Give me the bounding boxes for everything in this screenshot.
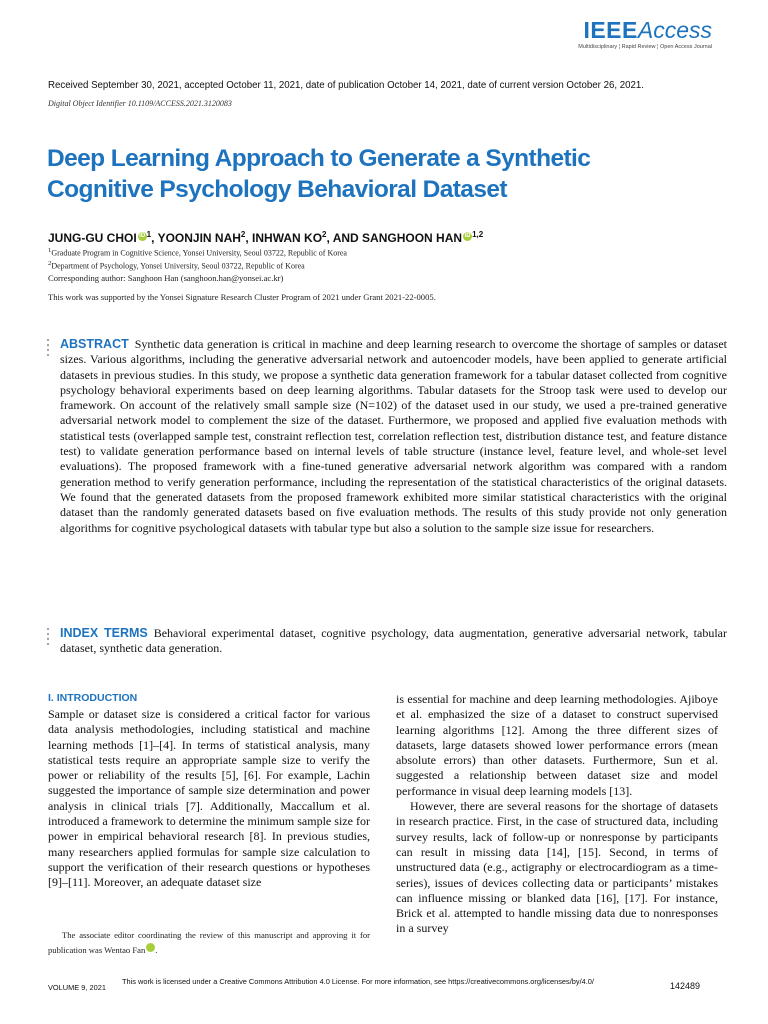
volume-label: VOLUME 9, 2021 [48,983,106,992]
section-heading-introduction: I. INTRODUCTION [48,692,138,704]
corresponding-author: Corresponding author: Sanghoon Han (sanghoon.han@yonsei.ac.kr) [48,273,284,283]
body-paragraph: However, there are several reasons for the shortage of datasets in research practice. First, in the case of structured data, including survey results, lack of follow-up or nonresponse by participants can result in missing data [14], [15]. Second, in terms of unstructured data (e.g., actigraphy or electrocardiogram as a time-series), issues of devices collecting data or participants’ mistakes can influence missing or blanked data [16], [17]. For instance, Brick et al. attempted to handle missing data due to nonresponses in a survey [396,799,718,936]
author-sup: 1,2 [472,230,484,239]
author-name: , INHWAN KO [245,231,323,245]
section-marker-dots [47,339,51,359]
affiliation-text: Department of Psychology, Yonsei University, Seoul 03722, Republic of Korea [51,261,305,271]
affiliation-text: Graduate Program in Cognitive Science, Yonsei University, Seoul 03722, Republic of Korea [51,248,347,258]
paper-title: Deep Learning Approach to Generate a Synthetic Cognitive Psychology Behavioral Dataset [47,145,591,203]
body-paragraph: is essential for machine and deep learning methodologies. Ajiboye et al. emphasized the size of a dataset to construct supervised learning algorithms [12]. Among the three different sizes of datasets, large datasets showed lower performance errors (mean absolute errors) than other datasets. Furthermore, Sun et al. suggested a relationship between dataset size and model performance in visual deep learning models [13]. [396,692,718,798]
orcid-icon[interactable]: iD [139,233,146,239]
funding-note: This work was supported by the Yonsei Signature Research Cluster Program of 2021 under Grant 2021-22-0005. [48,292,436,302]
footnote-text: The associate editor coordinating the review of this manuscript and approving it for publication was Wentao Fan [48,930,370,955]
affiliation-number: 1 [48,247,52,254]
author-name: , AND SANGHOON HAN [326,231,463,245]
logo-tagline: Multidisciplinary ¦ Rapid Review ¦ Open Access Journal [578,44,712,50]
affiliation-item [48,246,347,259]
index-terms [60,626,727,657]
section-marker-dots [47,628,51,648]
right-column [396,692,718,937]
left-column [48,692,370,891]
affiliation-item [48,259,347,272]
index-terms-heading: INDEX TERMS [60,626,148,640]
body-paragraph: Sample or dataset size is considered a critical factor for various data analysis methodologies, including statistical and machine learning methods [1]–[4]. In terms of statistical analysis, many statistical tests require an appropriate sample size to verify the power or reliability of the results [5], [6]. For example, Lachin suggested the importance of sample size determination and power analysis in clinical trials [7]. Additionally, Maccallum et al. introduced a framework to determine the minimum sample size for power in empirical behavioral research [8]. In previous studies, many researchers applied formulas for sample size calculation to support the verification of their research questions or hypotheses [9]–[11]. Moreover, an adequate dataset size [48,707,370,890]
logo-ieee: IEEE [583,17,638,43]
author-sup: 2 [322,230,327,239]
journal-logo [562,18,712,50]
logo-access: Access [637,17,712,43]
publication-dates: Received September 30, 2021, accepted October 11, 2021, date of publication October 14, 2021, date of current version October 26, 2021. [48,80,644,91]
author-name: , YOONJIN NAH [151,231,241,245]
index-terms-text: Behavioral experimental dataset, cognitive psychology, data augmentation, generative adversarial network, tabular dataset, synthetic data generation. [60,626,727,656]
page-number: 142489 [670,981,701,991]
author-name: JUNG-GU CHOI [48,231,137,245]
affiliations [48,246,347,272]
orcid-icon[interactable]: iD [464,233,471,239]
doi-line: Digital Object Identifier 10.1109/ACCESS.2021.3120083 [48,99,232,108]
abstract-heading: ABSTRACT [60,337,129,351]
license-notice: This work is licensed under a Creative Commons Attribution 4.0 License. For more information, see https://creativecommons.org/licenses/by/4.0/ [122,977,594,986]
editor-footnote: The associate editor coordinating the review of this manuscript and approving it for publication was Wentao Fan iD. [48,930,370,955]
author-sup: 2 [240,230,246,239]
abstract-text: Synthetic data generation is critical in machine and deep learning research to overcome the shortage of samples or dataset sizes. Various algorithms, including the generative adversarial network and autoencoder models, have been applied to generate artificial datasets in previous studies. In this study, we propose a synthetic data generation framework for a tabular dataset collected from cognitive psychology behavioral experiments based on deep learning algorithms. Tabular datasets for the Stroop task were used to develop our framework. On account of the relatively small sample size (N=102) of the dataset used in our study, we used a pre-trained generative adversarial network model to complement the size of the dataset. Furthermore, we proposed and applied five evaluation methods with statistical tests (overlapped sample test, constraint reflection test, correlation reflection test, distribution distance test, and feature distance test) to validate generation performance based on internal levels of table structure (instance level, feature level, and whole-set level evaluations). The proposed framework with a fine-tuned generative adversarial network algorithm was compared with a random generation method to verify generation performance, including the representation of the statistical characteristics of the original datasets. We found that the generated datasets from the proposed framework exhibited more similar statistical characteristics with the original dataset than the randomly generated datasets based on five evaluation methods. The results of this study provide not only generation algorithms for cognitive psychological datasets with tabular type but also a solution to the sample size issue for researchers. [60,337,727,535]
affiliation-number: 2 [48,260,52,268]
orcid-icon[interactable]: iD [146,943,155,952]
author-sup: 1 [146,230,152,239]
abstract [60,337,727,536]
author-list [48,230,483,245]
